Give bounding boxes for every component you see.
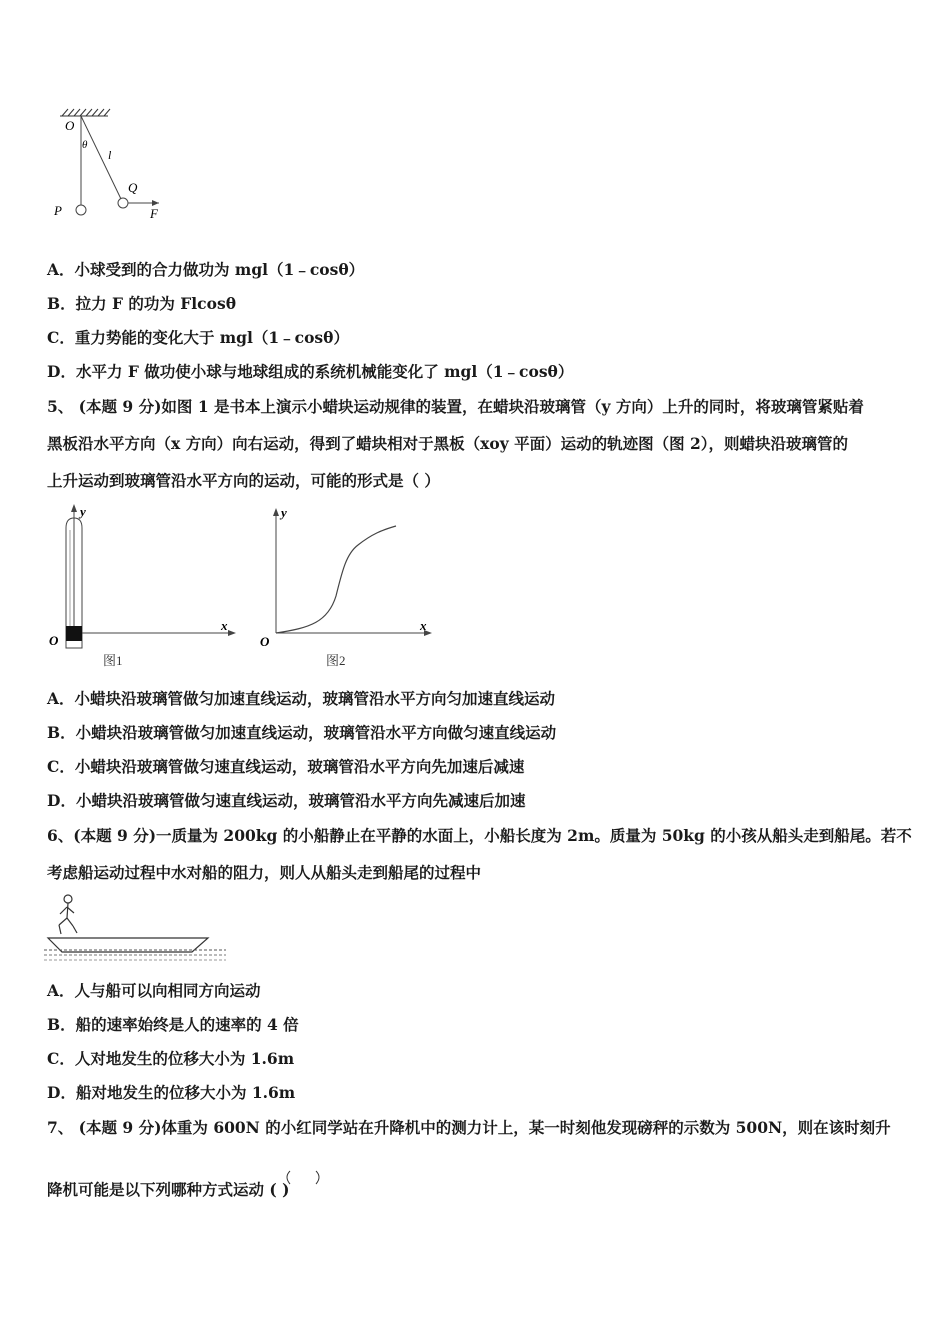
- q5-stem-line-3: 上升运动到玻璃管沿水平方向的运动，可能的形式是（ ）: [47, 471, 440, 490]
- q6-stem-line-2: 考虑船运动过程中水对船的阻力，则人从船头走到船尾的过程中: [47, 863, 482, 882]
- ball-p: [76, 205, 86, 215]
- q7-stem-line-1: 7、 (本题 9 分)体重为 600N 的小红同学站在升降机中的测力计上，某一时刻他发现磅秤的示数为 500N，则在该时刻升: [47, 1118, 891, 1137]
- fig1-label-y: y: [80, 504, 86, 519]
- trajectory-curve: [276, 526, 396, 633]
- label-o: O: [65, 118, 75, 133]
- fig1-y-arrowhead: [71, 504, 77, 512]
- q5-option-d: D．小蜡块沿玻璃管做匀速直线运动，玻璃管沿水平方向先减速后加速: [47, 791, 526, 810]
- q5-stem-line-2: 黑板沿水平方向（x 方向）向右运动，得到了蜡块相对于黑板（xoy 平面）运动的轨迹图（图 2），则蜡块沿玻璃管的: [47, 434, 849, 453]
- boat-figure: [44, 892, 229, 964]
- q4-option-c: C．重力势能的变化大于 mgl（1﹣cosθ）: [47, 328, 349, 347]
- q5-stem-line-1: 5、 (本题 9 分)如图 1 是书本上演示小蜡块运动规律的装置，在蜡块沿玻璃管（y 方向）上升的同时，将玻璃管紧贴着: [47, 397, 864, 416]
- pendulum-figure: [48, 108, 178, 226]
- fig2-label-y: y: [281, 505, 287, 520]
- q5-option-b: B．小蜡块沿玻璃管做匀加速直线运动，玻璃管沿水平方向做匀速直线运动: [47, 723, 557, 742]
- label-f: F: [150, 206, 158, 221]
- ceiling-hatch: [60, 109, 110, 116]
- fig2-label-o: O: [260, 634, 270, 649]
- q6-option-c: C．人对地发生的位移大小为 1.6m: [47, 1049, 295, 1068]
- q7-paren-mark: [280, 1168, 328, 1190]
- fig2-caption: 图2: [326, 653, 346, 668]
- q4-option-b: B．拉力 F 的功为 Flcosθ: [47, 294, 237, 313]
- fig1-label-x: x: [221, 618, 228, 633]
- deflected-string: [81, 116, 121, 199]
- label-theta: θ: [82, 139, 88, 151]
- fig1-x-arrowhead: [228, 630, 236, 636]
- q6-stem-line-1: 6、(本题 9 分)一质量为 200kg 的小船静止在平静的水面上，小船长度为 2m。质量为 50kg 的小孩从船头走到船尾。若不: [47, 826, 912, 845]
- q5-option-a: A．小蜡块沿玻璃管做匀加速直线运动，玻璃管沿水平方向匀加速直线运动: [47, 689, 556, 708]
- q5-option-c: C．小蜡块沿玻璃管做匀速直线运动，玻璃管沿水平方向先加速后减速: [47, 757, 525, 776]
- q6-option-b: B．船的速率始终是人的速率的 4 倍: [47, 1015, 299, 1034]
- q7-stem-line-2: 降机可能是以下列哪种方式运动 ( ): [47, 1180, 290, 1199]
- wax-block: [66, 626, 82, 641]
- fig1-label-o: O: [49, 633, 59, 648]
- fig2-label-x: x: [420, 618, 427, 633]
- q4-option-a: A．小球受到的合力做功为 mgl（1﹣cosθ）: [47, 260, 365, 279]
- q4-option-d: D．水平力 F 做功使小球与地球组成的系统机械能变化了 mgl（1﹣cosθ）: [47, 362, 574, 381]
- label-p: P: [54, 203, 62, 218]
- fig1-caption: 图1: [103, 653, 123, 668]
- figure-1-tube: [44, 500, 244, 675]
- label-l: l: [108, 148, 112, 162]
- q6-option-d: D．船对地发生的位移大小为 1.6m: [47, 1083, 296, 1102]
- label-q: Q: [128, 180, 138, 195]
- child-figure: [59, 895, 77, 934]
- q6-option-a: A．人与船可以向相同方向运动: [47, 981, 261, 1000]
- ball-q: [118, 198, 128, 208]
- figure-2-trajectory: [250, 500, 450, 675]
- fig2-y-arrowhead: [273, 508, 279, 516]
